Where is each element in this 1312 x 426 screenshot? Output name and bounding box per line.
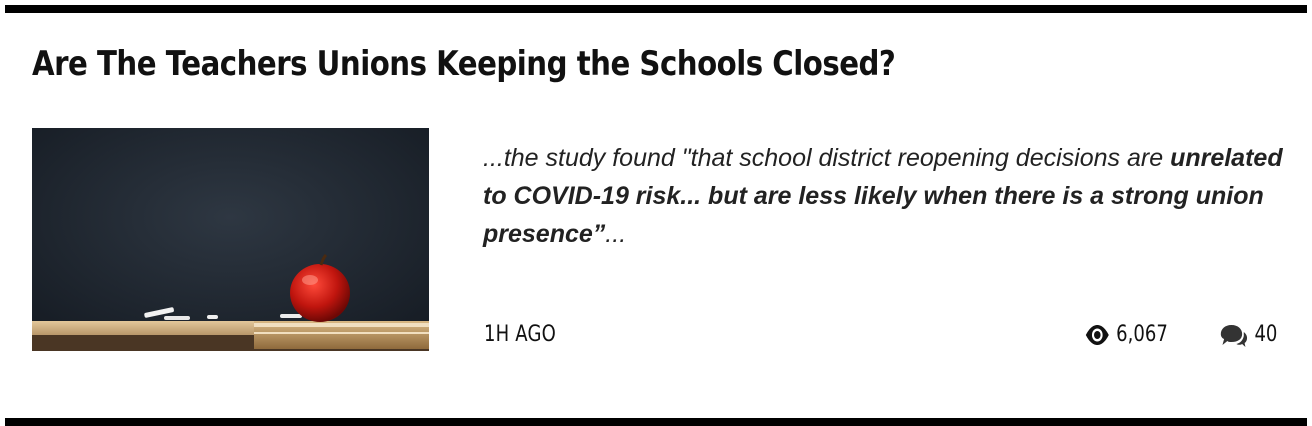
views-count [1085, 322, 1168, 347]
article-title[interactable]: Are The Teachers Unions Keeping the Schools Closed? [32, 44, 896, 84]
top-divider [5, 5, 1307, 13]
eye-icon [1085, 324, 1110, 346]
excerpt-ellipsis: ... [605, 220, 627, 248]
article-excerpt [483, 139, 1283, 253]
excerpt-text: ...the study found "that school district reopening decisions are [483, 144, 1171, 172]
article-thumbnail[interactable] [32, 128, 429, 351]
views-value: 6,067 [1116, 322, 1168, 347]
time-ago: 1H AGO [484, 322, 556, 347]
comment-bubbles-icon [1220, 323, 1248, 347]
excerpt-highlight: unrelated to COVID-19 risk... but are less likely when there is a strong union presence” [483, 144, 1283, 248]
bottom-divider [5, 418, 1307, 426]
comments-value: 40 [1254, 322, 1278, 347]
comments-link[interactable] [1220, 322, 1277, 347]
